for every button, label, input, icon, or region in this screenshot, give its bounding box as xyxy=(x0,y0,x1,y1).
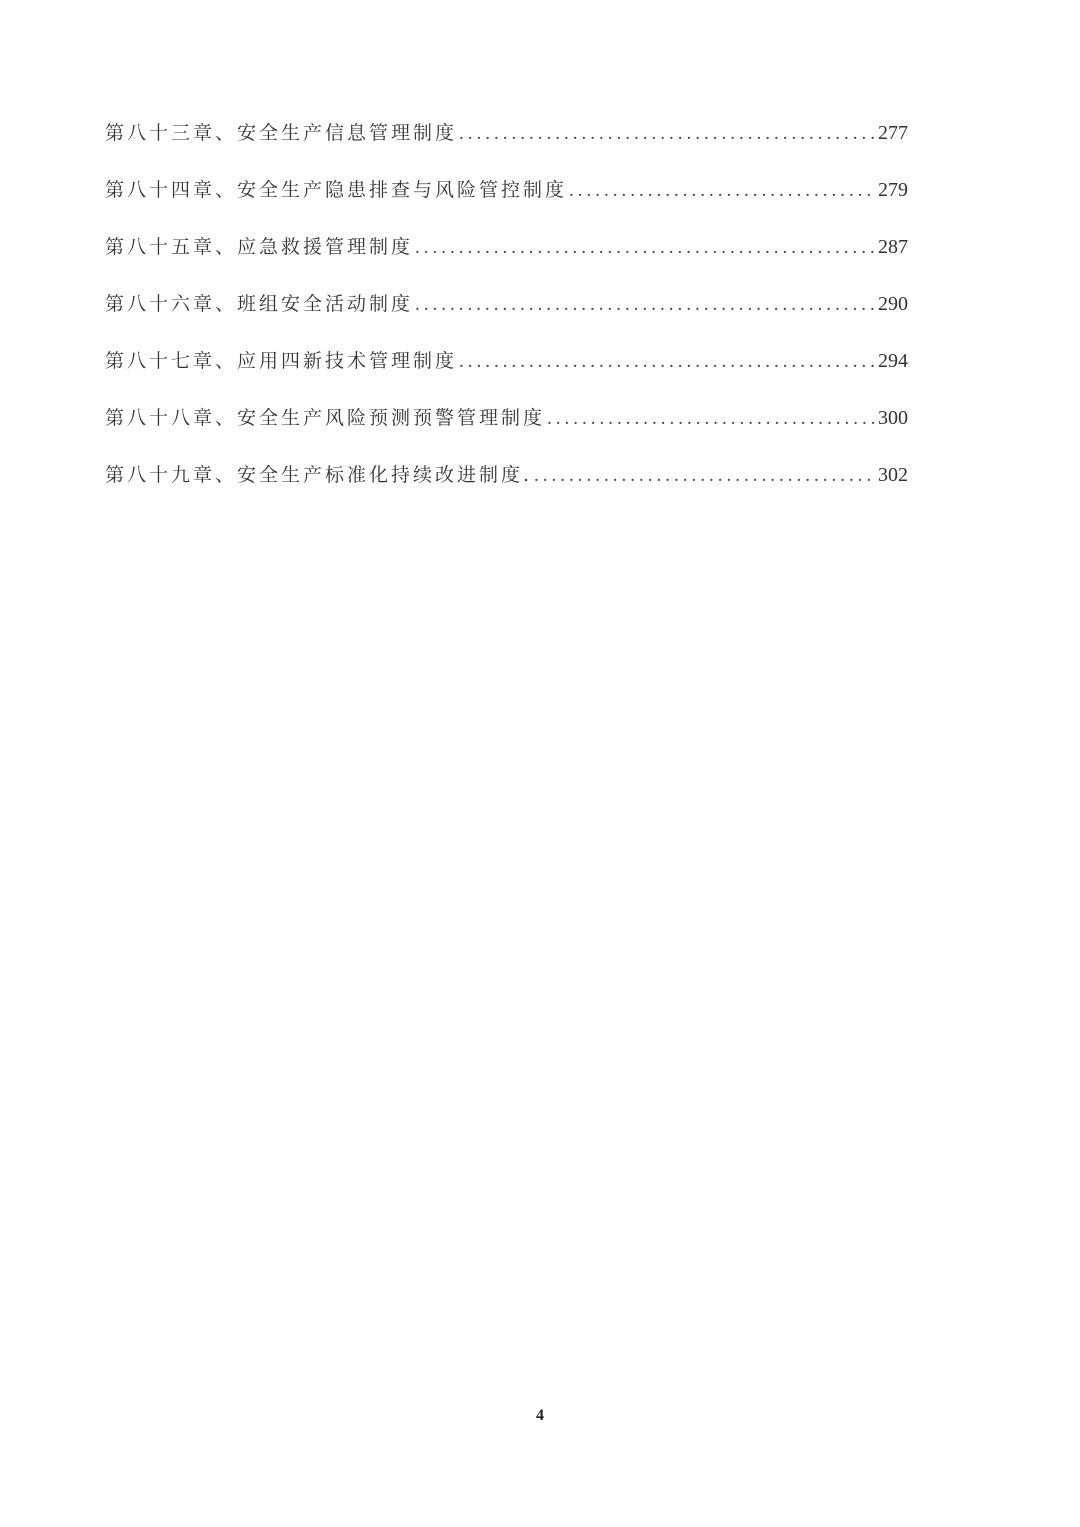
toc-entry-page: 277 xyxy=(878,122,908,144)
table-of-contents xyxy=(105,118,908,517)
toc-dot-leader xyxy=(547,408,876,430)
toc-entry-page: 302 xyxy=(878,464,908,486)
toc-entry-88[interactable] xyxy=(105,403,908,460)
toc-dot-leader xyxy=(415,294,876,316)
toc-entry-title: 第八十五章、应急救援管理制度 xyxy=(105,236,414,258)
toc-entry-85[interactable] xyxy=(105,232,908,289)
toc-entry-page: 287 xyxy=(878,236,908,258)
toc-entry-title: 第八十七章、应用四新技术管理制度 xyxy=(105,350,458,372)
toc-entry-page: 279 xyxy=(878,179,908,201)
page-number: 4 xyxy=(536,1407,544,1424)
toc-entry-89[interactable] xyxy=(105,460,908,517)
toc-entry-title: 第八十三章、安全生产信息管理制度 xyxy=(105,122,458,144)
toc-entry-title: 第八十八章、安全生产风险预测预警管理制度 xyxy=(105,407,546,429)
toc-entry-83[interactable] xyxy=(105,118,908,175)
toc-entry-page: 300 xyxy=(878,407,908,429)
toc-dot-leader xyxy=(415,237,876,259)
toc-entry-title: 第八十九章、安全生产标准化持续改进制度. xyxy=(105,464,533,486)
toc-entry-87[interactable] xyxy=(105,346,908,403)
toc-entry-86[interactable] xyxy=(105,289,908,346)
toc-entry-84[interactable] xyxy=(105,175,908,232)
toc-dot-leader xyxy=(459,123,876,145)
toc-dot-leader xyxy=(534,465,876,487)
toc-entry-page: 294 xyxy=(878,350,908,372)
toc-entry-title: 第八十六章、班组安全活动制度 xyxy=(105,293,414,315)
toc-dot-leader xyxy=(459,351,876,373)
toc-entry-title: 第八十四章、安全生产隐患排查与风险管控制度 xyxy=(105,179,568,201)
toc-dot-leader xyxy=(569,180,876,202)
toc-entry-page: 290 xyxy=(878,293,908,315)
